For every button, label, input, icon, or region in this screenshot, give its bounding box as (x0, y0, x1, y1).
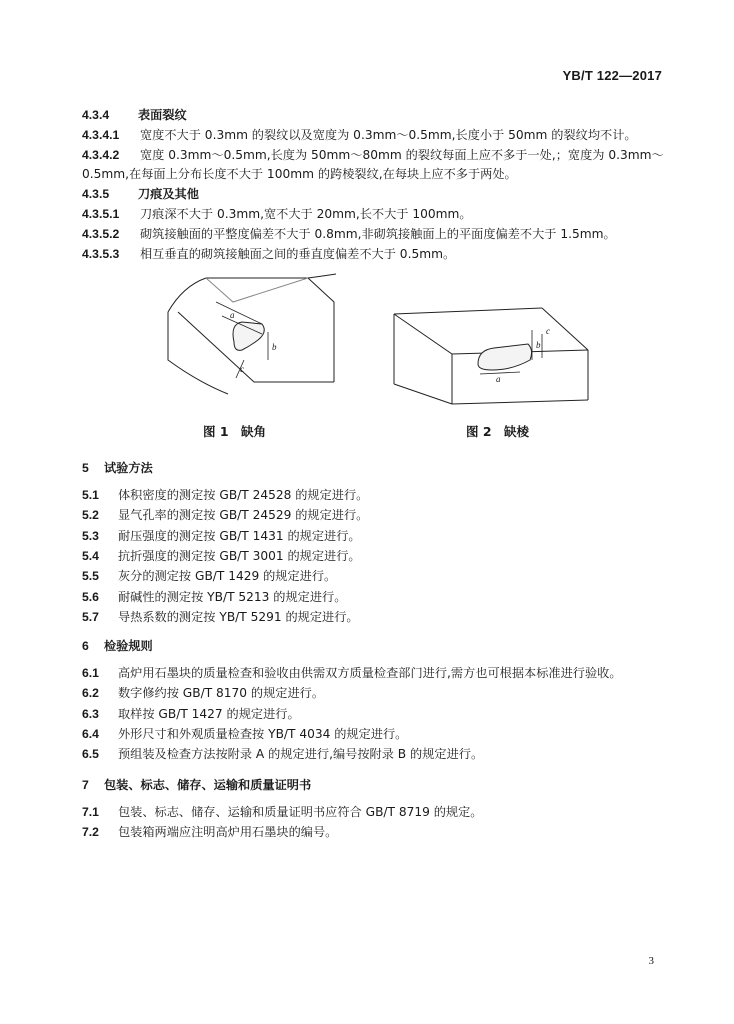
section-number: 7 (82, 778, 89, 792)
section-7-heading (82, 776, 668, 794)
clause-5-5 (82, 567, 668, 585)
clause-4-3-5-3 (82, 245, 668, 263)
clause-number: 5.6 (82, 589, 99, 604)
clause-4-3-5 (82, 185, 668, 203)
clause-number: 5.5 (82, 569, 99, 584)
clause-text: 取样按 GB/T 1427 的规定进行。 (118, 706, 300, 721)
clause-number: 5.4 (82, 548, 99, 563)
clause-number: 7.1 (82, 805, 99, 819)
clause-7-1 (82, 803, 668, 821)
clause-number: 4.3.4.1 (82, 128, 120, 142)
clause-5-7 (82, 608, 668, 626)
clause-text-continued: 0.5mm,在每面上分布长度不大于 100mm 的跨棱裂纹,在每块上应不多于两处。 (82, 167, 517, 181)
clause-text: 抗折强度的测定按 GB/T 3001 的规定进行。 (118, 548, 361, 563)
break-line-top (168, 278, 206, 312)
label-a: a (230, 310, 235, 320)
clause-5-6 (82, 588, 668, 606)
figure-2-edge-defect (392, 300, 592, 410)
clause-text: 包装箱两端应注明高炉用石墨块的编号。 (118, 825, 338, 840)
clause-number: 4.3.4.2 (82, 148, 120, 162)
section-number: 6 (82, 639, 89, 653)
figure-1-corner-defect (158, 272, 340, 400)
clause-text: 宽度 0.3mm～0.5mm,长度为 50mm～80mm 的裂纹每面上应不多于一处,；宽度为 0.3mm～ (140, 148, 664, 162)
clause-text: 砌筑接触面的平整度偏差不大于 0.8mm,非砌筑接触面上的平面度偏差不大于 1.5mm。 (140, 227, 616, 241)
corner-chip (233, 322, 264, 350)
clause-text: 刀痕深不大于 0.3mm,宽不大于 20mm,长不大于 100mm。 (140, 207, 472, 221)
clause-text: 耐碱性的测定按 YB/T 5213 的规定进行。 (118, 589, 347, 604)
clause-number: 6.2 (82, 686, 99, 701)
clause-text: 宽度不大于 0.3mm 的裂纹以及宽度为 0.3mm～0.5mm,长度小于 50mm 的裂纹均不计。 (140, 128, 637, 142)
clause-6-5 (82, 745, 668, 763)
clause-number: 6.1 (82, 666, 99, 680)
clause-number: 5.7 (82, 609, 99, 624)
clause-text: 相互垂直的砌筑接触面之间的垂直度偏差不大于 0.5mm。 (140, 247, 456, 261)
clause-text: 耐压强度的测定按 GB/T 1431 的规定进行。 (118, 528, 361, 543)
clause-4-3-4 (82, 106, 668, 124)
clause-number: 4.3.5 (82, 187, 110, 201)
page-number: 3 (648, 955, 654, 967)
clause-text: 数字修约按 GB/T 8170 的规定进行。 (118, 686, 325, 701)
section-title: 包装、标志、储存、运输和质量证明书 (104, 778, 312, 792)
clause-number: 5.2 (82, 508, 99, 523)
section-title: 试验方法 (104, 461, 153, 475)
clause-text: 导热系数的测定按 YB/T 5291 的规定进行。 (118, 609, 359, 624)
label-b: b (272, 342, 277, 352)
clause-number: 4.3.5.2 (82, 227, 120, 241)
clause-4-3-4-2-continued (82, 165, 668, 183)
clause-number: 4.3.4 (82, 108, 110, 122)
clause-5-4 (82, 547, 668, 565)
clause-text: 外形尺寸和外观质量检查按 YB/T 4034 的规定进行。 (118, 726, 408, 741)
clause-number: 4.3.5.3 (82, 247, 120, 261)
clause-5-3 (82, 527, 668, 545)
clause-6-3 (82, 705, 668, 723)
clause-text: 灰分的测定按 GB/T 1429 的规定进行。 (118, 569, 337, 584)
section-6-heading (82, 637, 668, 655)
clause-4-3-4-2 (82, 146, 668, 164)
edge-chip (478, 344, 532, 370)
clause-number: 6.4 (82, 726, 99, 741)
clause-text: 预组装及检查方法按附录 A 的规定进行,编号按附录 B 的规定进行。 (118, 747, 484, 762)
clause-title: 表面裂纹 (138, 108, 187, 122)
label-b: b (536, 340, 541, 350)
label-c: c (240, 364, 244, 374)
clause-4-3-4-1 (82, 126, 668, 144)
clause-7-2 (82, 823, 668, 841)
section-title: 检验规则 (104, 639, 153, 653)
clause-number: 4.3.5.1 (82, 207, 120, 221)
clause-text: 体积密度的测定按 GB/T 24528 的规定进行。 (118, 488, 369, 502)
figure-2-caption: 图 2 缺棱 (466, 424, 530, 439)
label-a: a (496, 374, 501, 384)
clause-title: 刀痕及其他 (138, 187, 199, 201)
clause-number: 5.1 (82, 488, 99, 502)
clause-number: 5.3 (82, 528, 99, 543)
clause-number: 7.2 (82, 825, 99, 840)
clause-4-3-5-1 (82, 205, 668, 223)
label-c: c (546, 326, 550, 336)
clause-5-2 (82, 506, 668, 524)
clause-text: 包装、标志、储存、运输和质量证明书应符合 GB/T 8719 的规定。 (118, 805, 483, 819)
clause-number: 6.3 (82, 706, 99, 721)
clause-4-3-5-2 (82, 225, 668, 243)
clause-text: 高炉用石墨块的质量检查和验收由供需双方质量检查部门进行,需方也可根据本标准进行验收。 (118, 666, 622, 680)
section-number: 5 (82, 461, 89, 475)
clause-6-2 (82, 684, 668, 702)
clause-number: 6.5 (82, 747, 99, 762)
clause-6-4 (82, 725, 668, 743)
clause-6-1 (82, 664, 668, 682)
section-5-heading (82, 459, 668, 477)
block-left-face-edge (168, 312, 228, 394)
clause-5-1 (82, 486, 668, 504)
figure-1-caption: 图 1 缺角 (203, 424, 267, 439)
clause-text: 显气孔率的测定按 GB/T 24529 的规定进行。 (118, 508, 369, 523)
standard-code: YB/T 122—2017 (562, 68, 662, 83)
